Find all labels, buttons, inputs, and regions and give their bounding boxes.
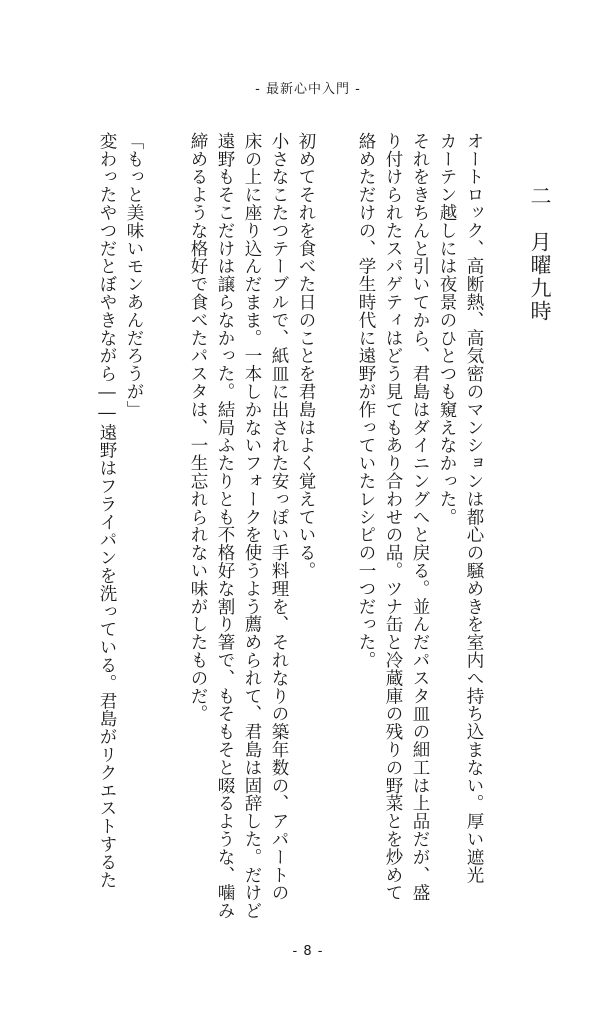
text-line-11: 「もっと美味いモンあんだろうが」: [124, 132, 144, 419]
text-line-2: カーテン越しには夜景のひとつも窺えなかった。: [437, 132, 457, 526]
text-line-10: 締めるような格好で食べたパスタは、一生忘れられない味がしたものだ。: [188, 132, 208, 723]
running-header: - 最新心中入門 -: [255, 82, 361, 97]
text-line-7: 小さなこたつテーブルで、紙皿に出された安っぽい手料理を、それなりの築年数の、アパートの: [269, 132, 289, 902]
chapter-heading: 二 月曜九時: [528, 185, 552, 323]
text-line-1: オートロック、高断熱、高気密のマンションは都心の騒めきを室内へ持ち込まない。厚い遮光: [464, 132, 484, 884]
text-line-8: 床の上に座り込んだまま。一本しかないフォークを使うよう薦められて、君島は固辞した。だけど: [242, 132, 262, 920]
text-line-5: 絡めただけの、学生時代に遠野が作っていたレシピの一つだった。: [356, 132, 376, 669]
page-number: - 8 -: [292, 944, 324, 959]
text-line-12: 変わったやつだとぼやきながら――遠野はフライパンを洗っている。君島がリクエストするた: [97, 132, 117, 889]
text-line-3: それをきちんと引いてから、君島はダイニングへと戻る。並んだパスタ皿の細工は上品だが、盛: [410, 132, 430, 902]
text-line-9: 遠野もそこだけは譲らなかった。結局ふたりとも不格好な割り箸で、もそもそと啜るような、噛み: [215, 132, 235, 920]
text-line-6: 初めてそれを食べた日のことを君島はよく覚えている。: [296, 132, 316, 580]
text-line-4: り付けられたスパゲティはどう見てもあり合わせの品。ツナ缶と冷蔵庫の残りの野菜とを炒めて: [383, 132, 403, 902]
